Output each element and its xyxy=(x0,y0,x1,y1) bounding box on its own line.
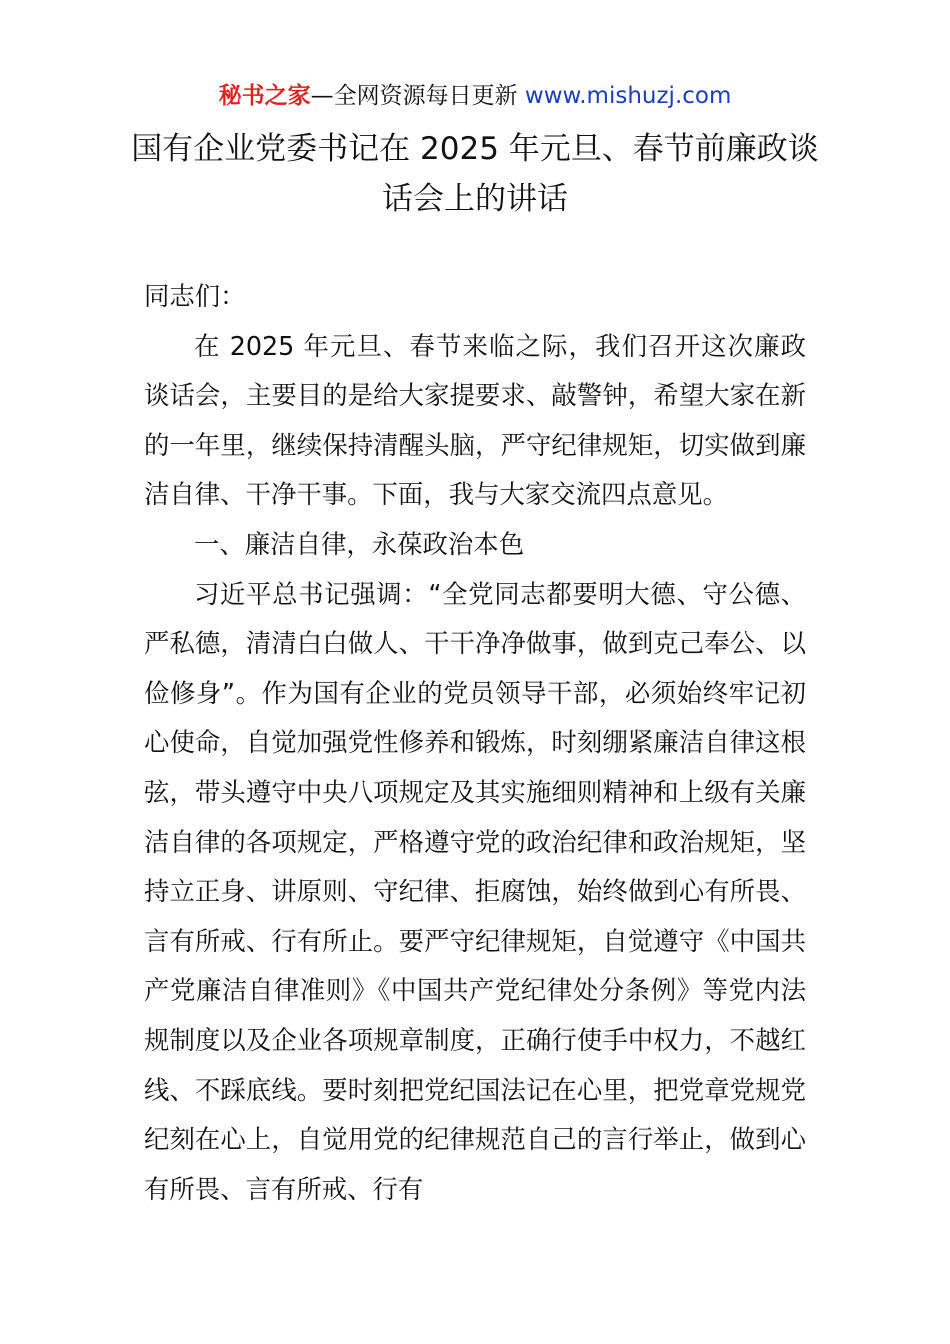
document-title: 国有企业党委书记在 2025 年元旦、春节前廉政谈话会上的讲话 xyxy=(131,131,819,217)
greeting: 同志们： xyxy=(144,281,246,311)
site-brand: 秘书之家 xyxy=(218,83,311,109)
paragraph-intro: 在 2025 年元旦、春节来临之际，我们召开这次廉政谈话会，主要目的是给大家提要求、敲警钟，希望大家在新的一年里，继续保持清醒头脑，严守纪律规矩，切实做到廉洁自律、干净干事。下面，我与大家交流四点意见。 xyxy=(144,330,806,510)
document-body xyxy=(144,272,806,1214)
site-header xyxy=(0,78,950,114)
section-heading: 一、廉洁自律，永葆政治本色 xyxy=(194,528,525,559)
paragraph-section-1: 习近平总书记强调：“全党同志都要明大德、守公德、严私德，清清白白做人、干干净净做事，做到克己奉公、以俭修身”。作为国有企业的党员领导干部，必须始终牢记初心使命，自觉加强党性修养和锻炼，时刻绷紧廉洁自律这根弦，带头遵守中央八项规定及其实施细则精神和上级有关廉洁自律的各项规定，严格遵守党的政治纪律和政治规矩，坚持立正身、讲原则、守纪律、拒腐蚀，始终做到心有所畏、言有所戒、行有所止。要严守纪律规矩，自觉遵守《中国共产党廉洁自律准则》《中国共产党纪律处分条例》等党内法规制度以及企业各项规章制度，正确行使手中权力，不越红线、不踩底线。要时刻把党纪国法记在心里，把党章党规党纪刻在心上，自觉用党的纪律规范自己的言行举止，做到心有所畏、言有所戒、行有 xyxy=(144,578,806,1204)
site-slogan: —全网资源每日更新 xyxy=(310,83,525,109)
site-url-link[interactable]: www.mishuzj.com xyxy=(524,83,732,109)
